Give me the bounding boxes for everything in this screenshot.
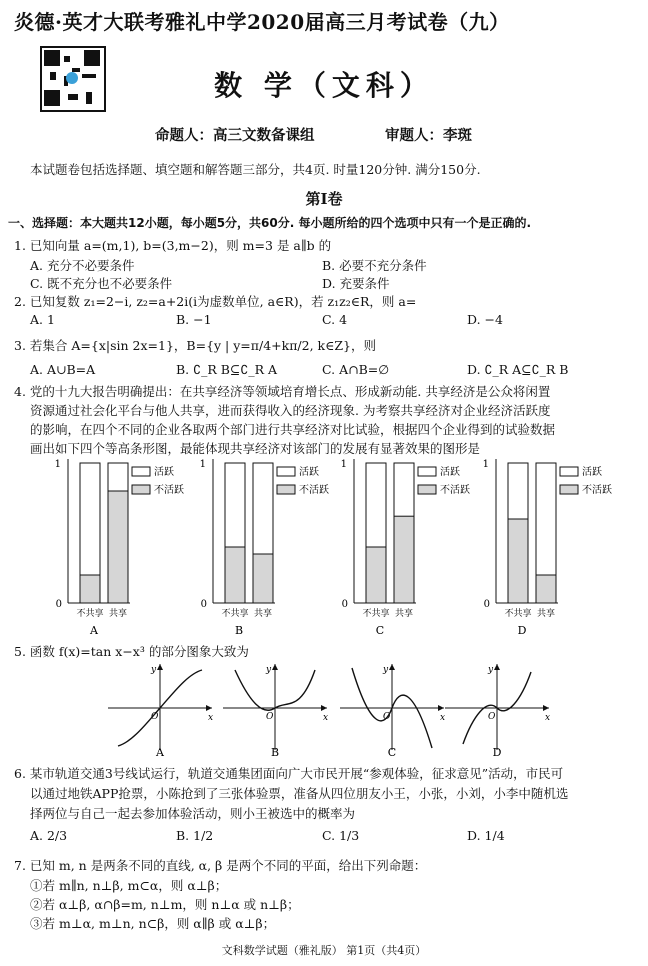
q5-graph-d xyxy=(445,664,550,759)
legend-label-inactive: 不活跃 xyxy=(154,485,184,496)
legend-label-active: 活跃 xyxy=(440,467,460,478)
chart-option-label: B xyxy=(234,624,244,637)
q4-line2: 资源通过社会化平台与他人共享，进而获得收入的经济现象. 为考察共享经济对企业经济活跃度 xyxy=(30,403,551,418)
q4-line4: 画出如下四个等高条形图，最能体现共享经济对该部门的发展有显著效果的图形是 xyxy=(30,441,481,456)
bar-inactive xyxy=(80,575,100,603)
x-tick-label: 共享 xyxy=(536,609,556,619)
x-tick-label: 共享 xyxy=(108,609,128,619)
q2-option-b: B. −1 xyxy=(176,312,212,327)
q4-line1: 4. 党的十九大报告明确提出：在共享经济等领域培育增长点、形成新动能. 共享经济是公众将闲置 xyxy=(14,384,551,399)
tick-label-top: 1 xyxy=(340,459,347,470)
part1-heading: 一、选择题：本大题共12小题，每小题5分，共60分. 每小题所给的四个选项中只有一个是正确的. xyxy=(8,216,532,230)
x-tick-label: 不共享 xyxy=(221,609,249,619)
y-axis-arrow xyxy=(272,664,278,670)
q6-line2: 以通过地铁APP抢票，小陈抢到了三张体验票，准备从四位朋友小王，小张，小刘，小李中随机选 xyxy=(30,786,569,801)
q2-stem: 2. 已知复数 z₁=2−i, z₂=a+2i(i为虚数单位, a∈R)，若 z₁z₂∈R，则 a= xyxy=(14,294,417,309)
bar-inactive xyxy=(366,547,386,603)
q4-chart-b xyxy=(200,459,329,637)
q4-chart-d xyxy=(483,459,612,637)
graph-option-label: B xyxy=(270,746,280,759)
x-axis-label: x xyxy=(545,713,551,723)
legend-swatch-active xyxy=(277,467,295,476)
x-axis-arrow xyxy=(438,705,444,711)
q4-line3: 的影响，在四个不同的企业各取两个部门进行共享经济对比试验，根据四个企业得到的试验数据 xyxy=(30,422,556,437)
q1-option-d: D. 充要条件 xyxy=(322,276,390,291)
origin-label: O xyxy=(383,712,391,722)
graph-option-label: D xyxy=(492,746,502,759)
legend-swatch-active xyxy=(418,467,436,476)
bar-inactive xyxy=(108,491,128,603)
q5-graph-a xyxy=(108,664,213,759)
exam-header: 炎德·英才大联考雅礼中学2020届高三月考试卷（九） xyxy=(14,10,510,34)
y-axis-label: y xyxy=(266,665,272,675)
q1-stem: 1. 已知向量 a=(m,1), b=(3,m−2)，则 m=3 是 a∥b 的 xyxy=(14,238,332,253)
exam-intro: 本试题卷包括选择题、填空题和解答题三部分，共4页. 时量120分钟. 满分150分. xyxy=(30,162,481,177)
origin-label: O xyxy=(266,712,274,722)
y-axis-label: y xyxy=(488,665,494,675)
legend-swatch-inactive xyxy=(132,485,150,494)
legend-label-inactive: 不活跃 xyxy=(582,485,612,496)
legend-label-active: 活跃 xyxy=(154,467,174,478)
x-tick-label: 不共享 xyxy=(362,609,390,619)
q6-line3: 择两位与自己一起去参加体验活动，则小王被选中的概率为 xyxy=(30,806,356,821)
chart-option-label: C xyxy=(375,624,385,637)
q2-option-a: A. 1 xyxy=(30,312,55,327)
page-footer: 文科数学试题（雅礼版） 第1页（共4页） xyxy=(221,944,427,957)
legend-swatch-inactive xyxy=(560,485,578,494)
subject-title: 数 学（文科） xyxy=(214,69,434,102)
q5-stem: 5. 函数 f(x)=tan x−x³ 的部分图象大致为 xyxy=(14,644,249,659)
bar-inactive xyxy=(394,516,414,603)
q6-line1: 6. 某市轨道交通3号线试运行，轨道交通集团面向广大市民开展“参观体验，征求意见”活动，市民可 xyxy=(14,766,564,781)
legend-swatch-active xyxy=(560,467,578,476)
x-tick-label: 不共享 xyxy=(504,609,532,619)
bar-inactive xyxy=(536,575,556,603)
tick-label-top: 1 xyxy=(199,459,206,470)
q6-option-a: A. 2/3 xyxy=(30,828,68,843)
q6-option-d: D. 1/4 xyxy=(467,828,505,843)
q1-option-b: B. 必要不充分条件 xyxy=(322,258,427,273)
origin-label: O xyxy=(151,712,159,722)
q4-chart-c xyxy=(341,459,470,637)
q7-stem: 7. 已知 m, n 是两条不同的直线, α, β 是两个不同的平面，给出下列命题： xyxy=(14,858,427,873)
bar-inactive xyxy=(225,547,245,603)
q4-charts xyxy=(0,455,648,640)
q2-option-d: D. −4 xyxy=(467,312,503,327)
q6-option-b: B. 1/2 xyxy=(176,828,214,843)
q5-graph-b xyxy=(223,664,328,759)
legend-label-active: 活跃 xyxy=(582,467,602,478)
y-axis-label: y xyxy=(151,665,157,675)
legend-swatch-inactive xyxy=(277,485,295,494)
q2-option-c: C. 4 xyxy=(322,312,348,327)
y-axis-arrow xyxy=(157,664,163,670)
q5-graphs xyxy=(0,660,648,760)
tick-label-top: 1 xyxy=(482,459,489,470)
q7-proposition-3: ③若 m⊥α, m⊥n, n⊂β，则 α∥β 或 α⊥β； xyxy=(30,916,276,931)
graph-option-label: A xyxy=(156,746,164,759)
q7-proposition-2: ②若 α⊥β, α∩β=m, n⊥m，则 n⊥α 或 n⊥β； xyxy=(30,897,300,912)
y-axis-arrow xyxy=(389,664,395,670)
legend-swatch-active xyxy=(132,467,150,476)
tick-label-top: 1 xyxy=(54,459,61,470)
tick-label-bottom: 0 xyxy=(55,599,62,610)
y-axis-label: y xyxy=(383,665,389,675)
x-tick-label: 共享 xyxy=(394,609,414,619)
x-axis-arrow xyxy=(206,705,212,711)
tick-label-bottom: 0 xyxy=(483,599,490,610)
x-axis-label: x xyxy=(323,713,329,723)
author-label: 命题人：高三文数备课组 xyxy=(155,128,315,144)
x-axis-arrow xyxy=(543,705,549,711)
x-axis-label: x xyxy=(208,713,214,723)
q3-option-a: A. A∪B=A xyxy=(30,362,96,377)
reviewer-label: 审题人：李斑 xyxy=(385,128,472,144)
legend-label-inactive: 不活跃 xyxy=(299,485,329,496)
q3-option-b: B. ∁_R B⊆∁_R A xyxy=(176,362,277,377)
graph-option-label: C xyxy=(387,746,397,759)
x-tick-label: 不共享 xyxy=(76,609,104,619)
legend-swatch-inactive xyxy=(418,485,436,494)
section-title: 第Ⅰ卷 xyxy=(305,190,343,208)
chart-option-label: D xyxy=(517,624,527,637)
y-axis-arrow xyxy=(494,664,500,670)
x-axis-arrow xyxy=(321,705,327,711)
tick-label-bottom: 0 xyxy=(341,599,348,610)
q3-stem: 3. 若集合 A={x|sin 2x=1}，B={y | y=π/4+kπ/2, k∈Z}，则 xyxy=(14,338,376,353)
legend-label-inactive: 不活跃 xyxy=(440,485,470,496)
chart-option-label: A xyxy=(90,624,98,637)
tick-label-bottom: 0 xyxy=(200,599,207,610)
legend-label-active: 活跃 xyxy=(299,467,319,478)
q3-option-d: D. ∁_R A⊆∁_R B xyxy=(467,362,569,377)
q4-chart-a xyxy=(55,459,184,637)
q6-option-c: C. 1/3 xyxy=(322,828,360,843)
x-axis-label: x xyxy=(440,713,446,723)
q5-graph-c xyxy=(340,664,445,759)
q3-option-c: C. A∩B=∅ xyxy=(322,362,390,377)
q7-proposition-1: ①若 m∥n, n⊥β, m⊂α，则 α⊥β； xyxy=(30,878,228,893)
bar-inactive xyxy=(253,554,273,603)
bar-inactive xyxy=(508,519,528,603)
x-tick-label: 共享 xyxy=(253,609,273,619)
q1-option-a: A. 充分不必要条件 xyxy=(30,258,135,273)
origin-label: O xyxy=(488,712,496,722)
q1-option-c: C. 既不充分也不必要条件 xyxy=(30,276,173,291)
